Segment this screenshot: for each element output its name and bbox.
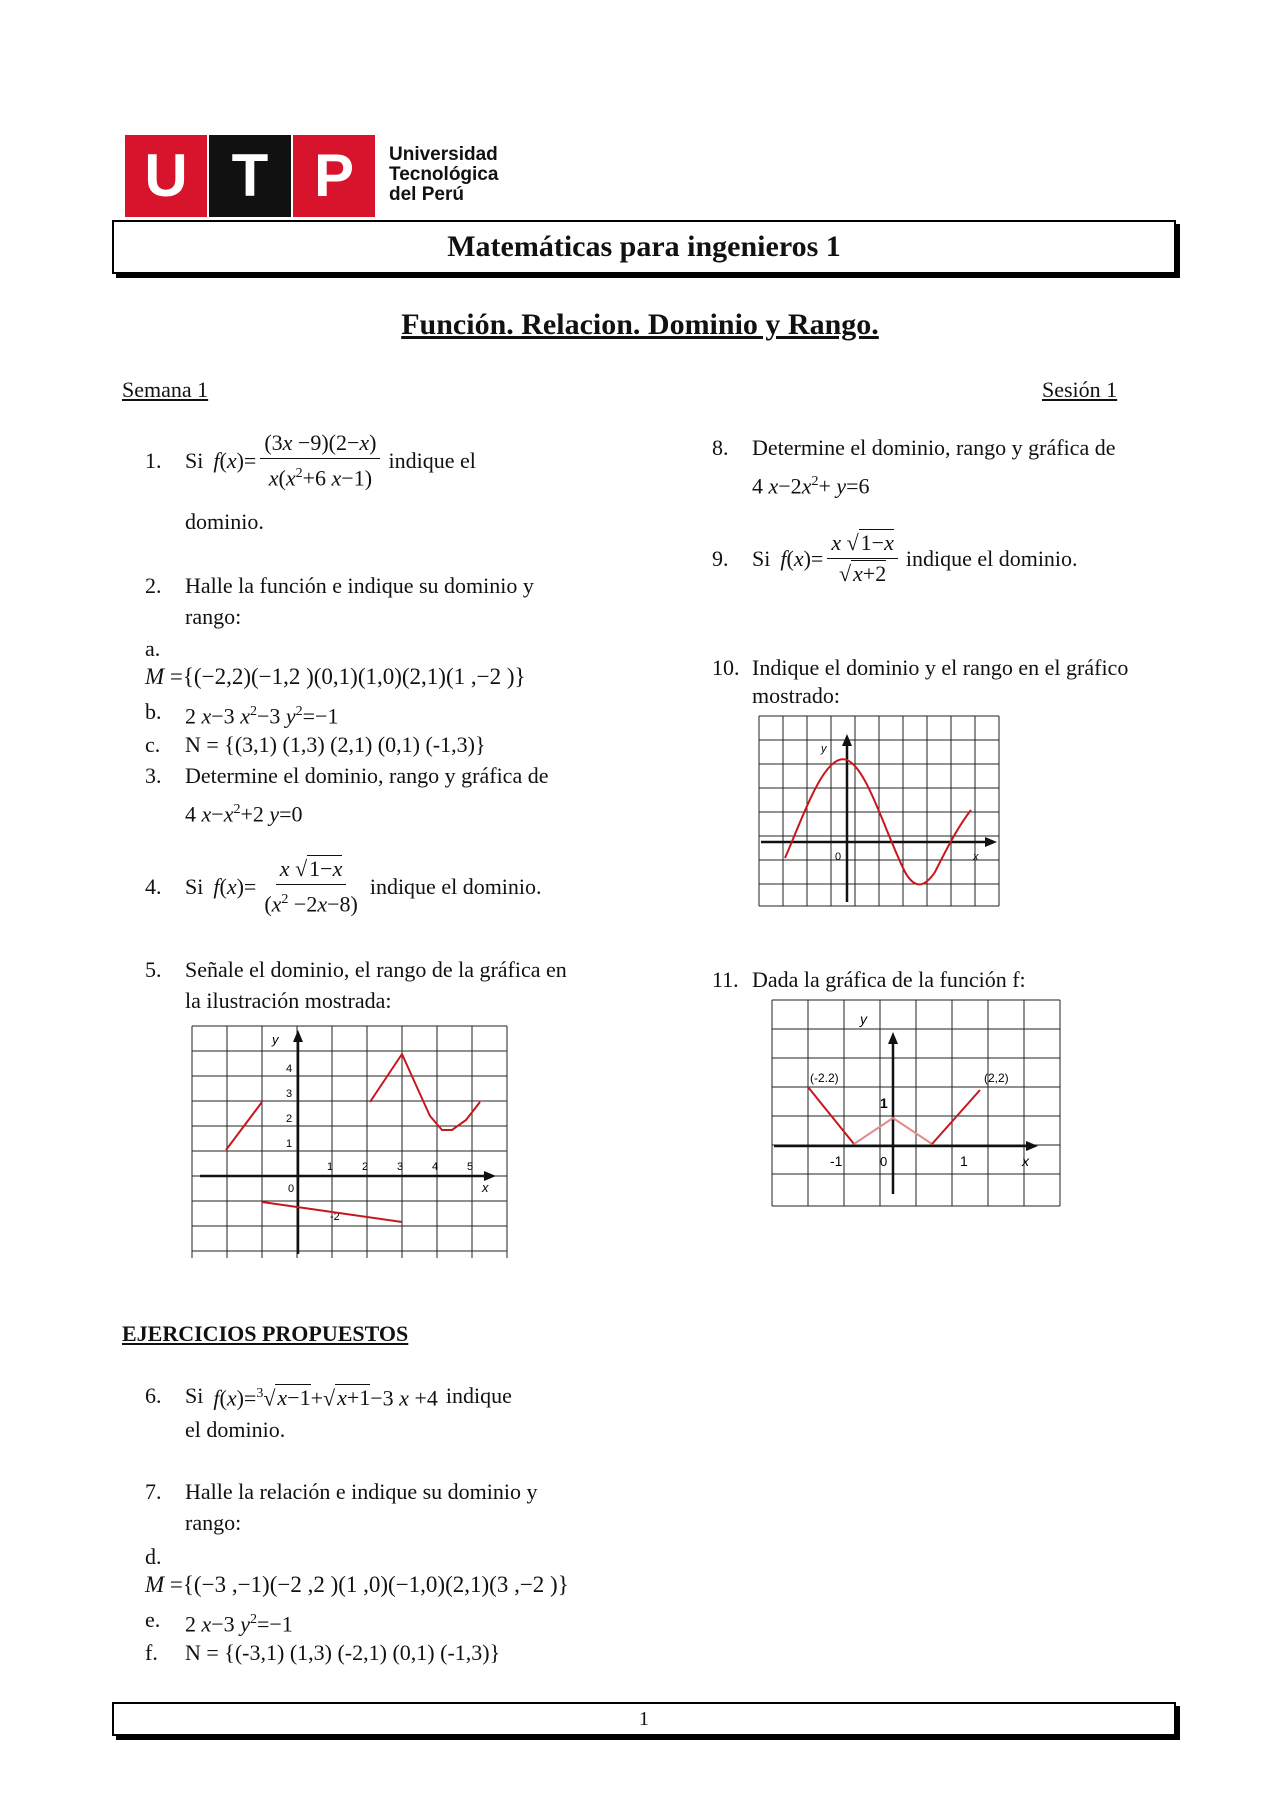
graph-11-point-left: (-2.2) xyxy=(810,1071,839,1085)
graph-5-ytick-2: 2 xyxy=(286,1113,293,1125)
problem-7e-label: e. xyxy=(145,1607,161,1632)
graph-11-y-one: 1 xyxy=(880,1095,888,1111)
graph-11-y-label: y xyxy=(860,1011,867,1027)
problem-1-si: Si xyxy=(185,447,204,473)
course-title: Matemáticas para ingenieros 1 xyxy=(447,230,841,263)
problem-7f-set: N = {(-3,1) (1,3) (-2,1) (0,1) (-1,3)} xyxy=(185,1640,501,1665)
graph-10-y-label: y xyxy=(821,743,827,755)
logo-text-1: Universidad xyxy=(389,144,498,165)
problem-6-number: 6. xyxy=(145,1383,162,1409)
graph-11-x-arrow xyxy=(1026,1141,1038,1151)
problem-3-eq: 4 $x-x^2+2$ y=0 xyxy=(185,801,303,827)
problem-6-after: indique xyxy=(445,1383,512,1409)
graph-11-y-arrow xyxy=(888,1032,898,1044)
problem-5-text1: Señale el dominio, el rango de la gráfica en xyxy=(185,957,567,982)
logo-letter-t: T xyxy=(209,135,291,217)
graph-11-x-one: 1 xyxy=(960,1153,968,1169)
logo-text-3: del Perú xyxy=(389,184,464,205)
problem-8-text: Determine el dominio, rango y gráfica de xyxy=(752,435,1116,460)
problem-7-text1: Halle la relación e indique su dominio y xyxy=(185,1479,538,1504)
graph-11 xyxy=(770,998,1065,1208)
graph-5-y-arrow xyxy=(293,1030,303,1042)
problem-10-text1: Indique el dominio y el rango en el gráfico xyxy=(752,655,1129,680)
graph-5-grid xyxy=(192,1026,507,1258)
graph-11-point-right: (2,2) xyxy=(984,1071,1009,1085)
problem-5-text2: la ilustración mostrada: xyxy=(185,988,392,1013)
page-number: 1 xyxy=(639,1708,649,1730)
graph-11-grid xyxy=(772,1000,1060,1206)
graph-5-xtick-3: 3 xyxy=(397,1161,404,1173)
graph-5-xtick-4: 4 xyxy=(432,1161,439,1173)
problem-6-cont: el dominio. xyxy=(185,1417,286,1442)
problem-4 xyxy=(145,856,542,917)
problem-6 xyxy=(145,1380,512,1412)
graph-5-curves xyxy=(226,1054,480,1222)
graph-10-origin: 0 xyxy=(835,851,842,863)
graph-10 xyxy=(755,712,1000,912)
problem-4-after: indique el dominio. xyxy=(369,873,542,899)
utp-logo xyxy=(125,135,505,217)
problem-7-text2: rango: xyxy=(185,1510,242,1535)
problem-7d-label: d. xyxy=(145,1544,162,1569)
problem-1-after: indique el xyxy=(388,447,476,473)
problem-9-number: 9. xyxy=(712,545,729,571)
problem-8-eq: 4 $x-2x^2+ y=6$ xyxy=(752,473,870,499)
problem-2-text1: Halle la función e indique su dominio y xyxy=(185,573,534,598)
graph-5-xtick-5: 5 xyxy=(467,1161,474,1173)
problem-5-number: 5. xyxy=(145,957,162,982)
graph-5-ytick-3: 3 xyxy=(286,1088,293,1100)
session-label: Sesión 1 xyxy=(1042,377,1118,402)
graph-5-neg-label: -2 xyxy=(330,1211,340,1223)
problem-2-text2: rango: xyxy=(185,604,242,629)
problem-1-cont: dominio. xyxy=(185,509,264,534)
problem-10-text2: mostrado: xyxy=(752,683,840,708)
footer-box xyxy=(112,1702,1176,1736)
problem-10-number: 10. xyxy=(712,655,740,680)
week-label: Semana 1 xyxy=(122,377,209,402)
problem-2-number: 2. xyxy=(145,573,162,598)
problem-7-number: 7. xyxy=(145,1479,162,1504)
graph-10-curve xyxy=(785,759,971,884)
problem-9 xyxy=(712,530,1078,587)
problem-4-formula: f ( x )= $\frac{x √1-x}{(x^2 -2x-8)}$ xyxy=(213,856,358,917)
problem-1-number: 1. xyxy=(145,447,162,473)
graph-10-x-arrow xyxy=(985,837,997,847)
problem-7f-label: f. xyxy=(145,1640,158,1665)
graph-10-x-label: x xyxy=(973,851,979,863)
problem-11-number: 11. xyxy=(712,967,739,992)
problem-3-text: Determine el dominio, rango y gráfica de xyxy=(185,763,549,788)
problem-3-number: 3. xyxy=(145,763,162,788)
problem-2c-label: c. xyxy=(145,732,161,757)
problem-7d-set: M ={(−3 ,−1)(−2 ,2 )(1 ,0)(−1,0)(2,1)(3 ,−2 )} xyxy=(145,1572,569,1597)
logo-letter-u: U xyxy=(125,135,207,217)
problem-1-formula: f ( x )= $\frac{(3x -9)(2-x)}{x(x^2+6 x-1)}$ xyxy=(213,430,384,491)
problem-4-number: 4. xyxy=(145,873,162,899)
problem-2c-set: N = {(3,1) (1,3) (2,1) (0,1) (-1,3)} xyxy=(185,732,486,757)
problem-9-si: Si xyxy=(752,545,771,571)
graph-5-origin: 0 xyxy=(288,1183,295,1195)
problem-2b-eq: 2 x−3 $x^2-3$ $y^2=-1$ xyxy=(185,703,339,729)
logo-text-2: Tecnológica xyxy=(389,164,499,185)
problem-2a-set: M ={(−2,2)(−1,2 )(0,1)(1,0)(2,1)(1 ,−2 )} xyxy=(145,664,526,689)
graph-5-ytick-1: 1 xyxy=(286,1138,293,1150)
graph-5-ytick-4: 4 xyxy=(286,1063,293,1075)
logo-letter-p: P xyxy=(293,135,375,217)
graph-11-origin: 0 xyxy=(880,1154,888,1169)
course-title-box xyxy=(112,220,1176,274)
problem-2a-label: a. xyxy=(145,636,161,661)
graph-11-x-neg-one: -1 xyxy=(830,1153,843,1169)
graph-5-xtick-1: 1 xyxy=(327,1161,334,1173)
section-title: EJERCICIOS PROPUESTOS xyxy=(122,1321,409,1346)
problem-6-formula: f(x)=$^3$√x−1+√x+1−3 x +4 xyxy=(213,1385,438,1411)
problem-11-text: Dada la gráfica de la función f: xyxy=(752,967,1026,992)
graph-5-x-label: x xyxy=(482,1180,489,1195)
problem-8-number: 8. xyxy=(712,435,729,460)
graph-5-xtick-2: 2 xyxy=(362,1161,369,1173)
problem-2b-label: b. xyxy=(145,699,162,724)
problem-6-si: Si xyxy=(185,1383,204,1409)
problem-9-formula: f ( x )= $\frac{x √1-x}{√x+2}$ xyxy=(780,530,901,587)
problem-1 xyxy=(145,430,476,491)
problem-7e-eq: 2 x−3 $y^2=-1$ xyxy=(185,1611,293,1637)
problem-9-after: indique el dominio. xyxy=(905,545,1078,571)
graph-5-y-label: y xyxy=(272,1032,279,1047)
page-title: Función. Relacion. Dominio y Rango. xyxy=(401,308,879,341)
graph-5 xyxy=(190,1022,520,1262)
problem-4-si: Si xyxy=(185,873,204,899)
graph-11-x-label: x xyxy=(1022,1153,1029,1169)
